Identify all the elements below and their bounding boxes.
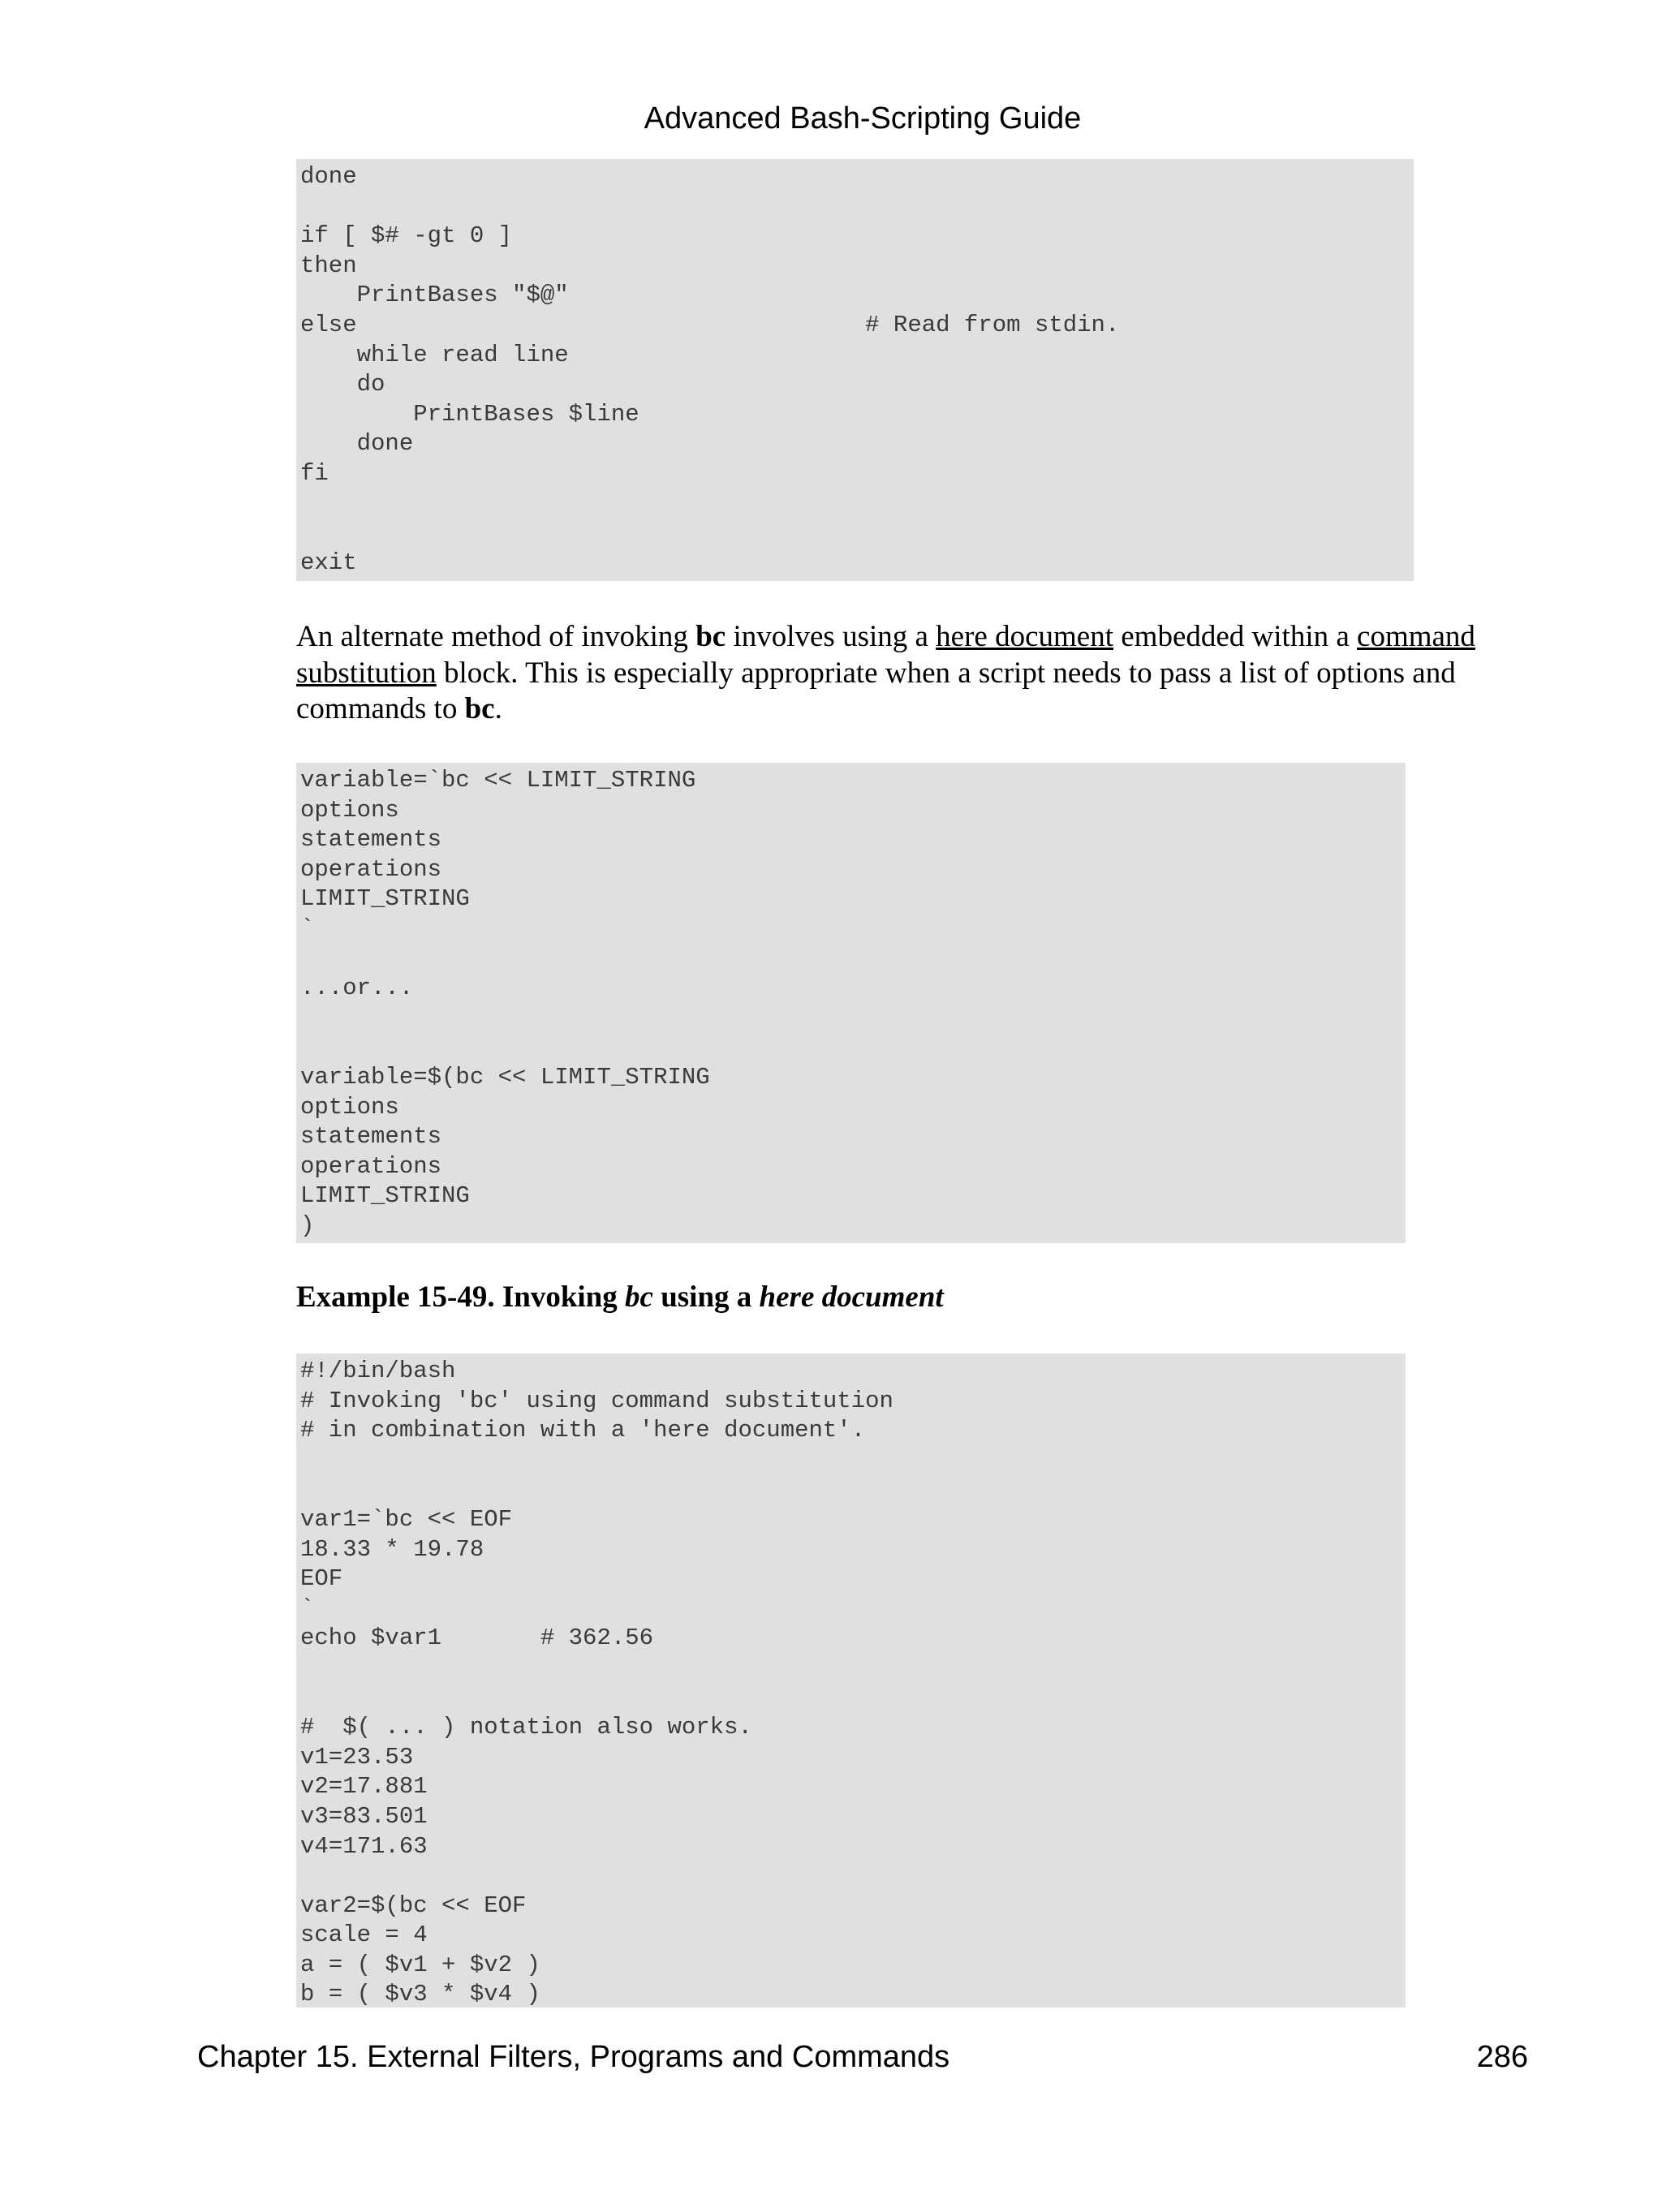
page-number: 286 [1476, 2040, 1528, 2074]
command-bc: bc [464, 692, 495, 725]
example-command: bc [625, 1280, 653, 1314]
example-prefix: Example 15-49. Invoking [296, 1280, 626, 1314]
text: An alternate method of invoking [296, 620, 696, 653]
link-here-document[interactable]: here document [936, 620, 1113, 653]
code-block: #!/bin/bash # Invoking 'bc' using command substitution # in combination with a 'here document'. var1=`bc << EOF 18.33 * 19.78 EOF ` echo $var1 # 362.56 # $( ... ) notation also works. v1=23.53 v2=17.881 v3=83.501 v4=171.63 var2=$(bc << EOF scale = 4 a = ( $v1 + $v2 ) b = ( $v3 * $v4 ) [296, 1353, 1406, 2008]
example-title [296, 1280, 944, 1315]
example-middle: using a [652, 1280, 760, 1314]
code-block: done if [ $# -gt 0 ] then PrintBases "$@" else # Read from stdin. while read line do PrintBases $line done fi exit [296, 159, 1414, 581]
body-paragraph [296, 619, 1513, 728]
text: embedded within a [1113, 620, 1358, 653]
command-bc: bc [695, 620, 726, 653]
footer-chapter-title: Chapter 15. External Filters, Programs and Commands [197, 2040, 950, 2074]
link-command-substitution[interactable]: command substitution [296, 620, 1475, 690]
text: . [494, 692, 502, 725]
code-block: variable=`bc << LIMIT_STRING options statements operations LIMIT_STRING ` ...or... variable=$(bc << LIMIT_STRING options statements operations LIMIT_STRING ) [296, 763, 1406, 1243]
example-term: here document [759, 1280, 944, 1314]
page-header: Advanced Bash-Scripting Guide [644, 101, 1082, 136]
text: block. This is especially appropriate when a script needs to pass a list of options and commands to [296, 656, 1456, 725]
text: involves using a [726, 620, 936, 653]
